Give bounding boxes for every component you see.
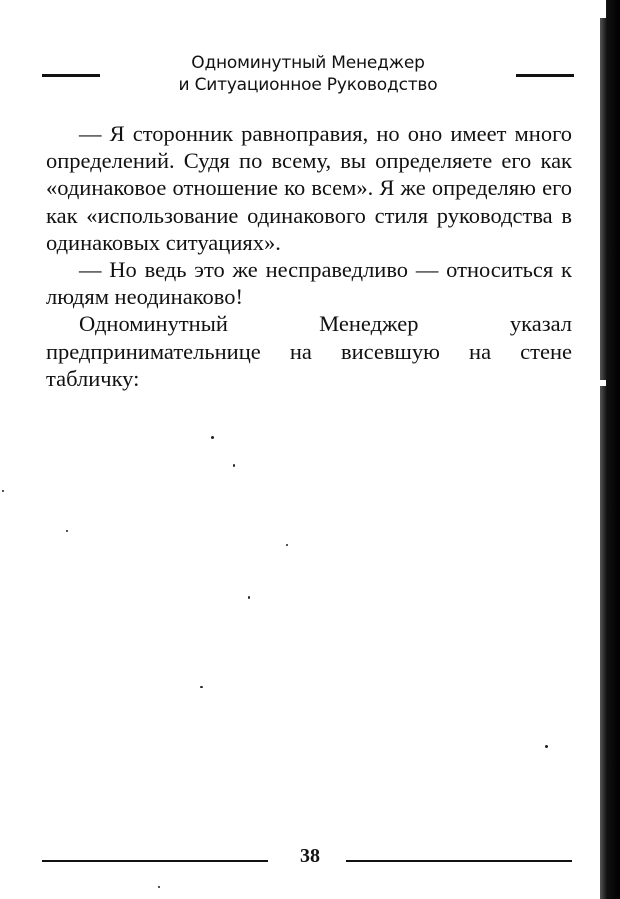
- scan-speck: [2, 490, 4, 492]
- footer-rule-left: [42, 860, 268, 862]
- header-rule-left: [42, 74, 100, 77]
- paragraph: — Я сторонник равноправия, но оно имеет много определений. Судя по всему, вы определяете его как «одинаковое отношение ко всем». Я же определяю его как «использование одинакового стиля руководства в одинаковых ситуациях».: [46, 121, 572, 255]
- main-text: [46, 120, 572, 392]
- header-rule-right: [516, 74, 574, 77]
- header-title-line-1: Одноминутный Менеджер: [191, 53, 425, 73]
- paragraph: Одноминутный Менеджер указал предпринимательнице на висевшую на стене табличку:: [46, 311, 572, 391]
- binding-edge: [600, 0, 620, 899]
- binding-edge-notch: [600, 380, 606, 386]
- page-number: 38: [300, 845, 320, 867]
- scan-speck: [158, 886, 160, 888]
- binding-edge-notch: [600, 0, 606, 18]
- scan-speck: [66, 530, 68, 532]
- scan-speck: [233, 464, 235, 467]
- running-header-title: [108, 52, 508, 96]
- scan-speck: [286, 544, 288, 546]
- scan-speck: [545, 745, 548, 748]
- scan-speck: [211, 436, 214, 439]
- header-title-line-2: и Ситуационное Руководство: [178, 75, 438, 95]
- paragraph: — Но ведь это же несправедливо — относиться к людям неодинаково!: [46, 257, 572, 310]
- scan-speck: [200, 686, 203, 688]
- footer-rule-right: [346, 860, 572, 862]
- scan-speck: [248, 596, 250, 599]
